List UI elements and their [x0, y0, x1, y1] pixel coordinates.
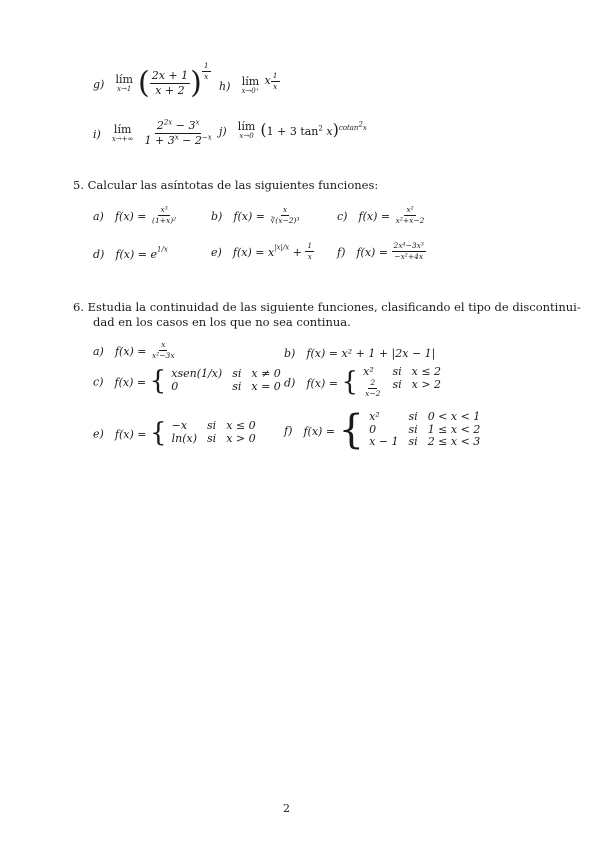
ex5-item-e: e) $f(x) = x^{|x|/x}$ + $\frac{1}{x}$ [211, 240, 313, 261]
exercise-6-title-line2: dad en los casos en los que no sea continua. [93, 315, 351, 329]
item-label: g) [93, 78, 105, 91]
fraction: $\frac{2^{2x} - 3^x}{1 + 3^x - 2^{-x}}$ [144, 118, 212, 148]
item-label: i) [93, 128, 101, 142]
fraction: $\frac{x}{\text{x²−3x}}$ [152, 339, 175, 360]
lim-operator: lím x→+∞ [111, 123, 134, 144]
fraction: $\frac{\text{x²}}{\text{x²+x−2}}$ [395, 204, 425, 225]
lim-operator: lím x→0 [237, 120, 256, 140]
ex6-item-a: a) f(x) = $\frac{x}{\text{x²−3x}}$ [93, 339, 175, 360]
left-brace: { [149, 418, 167, 448]
ex5-item-b: b) f(x) = $\frac{x}{\text{∛(x−2)³}}$ [211, 204, 300, 225]
left-paren: ( [138, 65, 150, 101]
piecewise-cases: x² si 0 < x < 1 0 si 1 ≤ x < 2 x − 1 si 2 ≤ x < 3 [369, 410, 481, 449]
limit-g [93, 62, 211, 99]
exponent-fraction: $\frac{1}{x}$ [203, 61, 209, 82]
base: x [264, 74, 271, 87]
piecewise-cases: −x si x ≤ 0 ln(x) si x > 0 [171, 419, 256, 445]
ex5-item-c: c) f(x) = $\frac{\text{x²}}{\text{x²+x−2}}$ [337, 204, 425, 225]
piecewise-cases: x² si x ≤ 2 $\frac{2}{x-2}$ si x > 2 [363, 365, 442, 398]
limit-j [219, 120, 367, 140]
ex6-item-e: e) f(x) = { −x si x ≤ 0 ln(x) si x > 0 [93, 418, 256, 448]
fraction: $\frac{x}{\text{∛(x−2)³}}$ [270, 204, 300, 225]
exercise-5-title: 5. Calcular las asíntotas de las siguientes funciones: [73, 178, 379, 192]
fraction: $\frac{2x + 1}{x + 2}$ [151, 68, 189, 97]
exponent-fraction: $\frac{1}{x}$ [272, 71, 278, 92]
limit-h [219, 72, 280, 95]
limit-i [93, 120, 214, 147]
piecewise-cases: xsen(1/x) si x ≠ 0 0 si x = 0 [171, 367, 281, 393]
ex6-item-b: b) f(x) = x² + 1 + |2x − 1| [284, 347, 436, 360]
ex5-item-d: d) $f(x) = e^{1/x}$ [93, 245, 168, 261]
right-paren: ) [190, 65, 202, 101]
lim-operator: lím x→0⁺ [241, 75, 260, 95]
left-brace: { [341, 367, 359, 398]
fraction: $\frac{1}{x}$ [307, 240, 313, 261]
left-brace: { [338, 407, 364, 453]
item-label: h) [219, 80, 231, 93]
fraction: $\frac{\text{2x⁴−3x³}}{\text{−x²+4x}}$ [393, 240, 424, 261]
page-number: 2 [283, 802, 290, 815]
left-brace: { [149, 366, 167, 396]
item-label: j) [219, 125, 227, 138]
ex5-item-f: f) f(x) = $\frac{\text{2x⁴−3x³}}{\text{−x²+4x}}$ [337, 240, 424, 261]
limit-body: (1 + 3 $\tan^2 x)^{cotan^2x}$ [260, 120, 367, 139]
ex6-item-f: f) f(x) = { x² si 0 < x < 1 0 si 1 ≤ x < 2 x − 1 si 2 ≤ x < 3 [284, 407, 481, 453]
ex6-item-c: c) f(x) = { xsen(1/x) si x ≠ 0 0 si x = 0 [93, 366, 281, 396]
lim-operator: lím x→1 [115, 73, 133, 93]
ex5-item-a: a) f(x) = $\frac{\text{x³}}{\text{(1+x)²}}$ [93, 204, 177, 225]
ex6-item-d: d) f(x) = { x² si x ≤ 2 $\frac{2}{x-2}$ si x > 2 [284, 365, 442, 398]
fraction: $\frac{\text{x³}}{\text{(1+x)²}}$ [152, 204, 177, 225]
exercise-6-title-line1: 6. Estudia la continuidad de las siguiente funciones, clasificando el tipo de discontinui- [73, 300, 581, 314]
